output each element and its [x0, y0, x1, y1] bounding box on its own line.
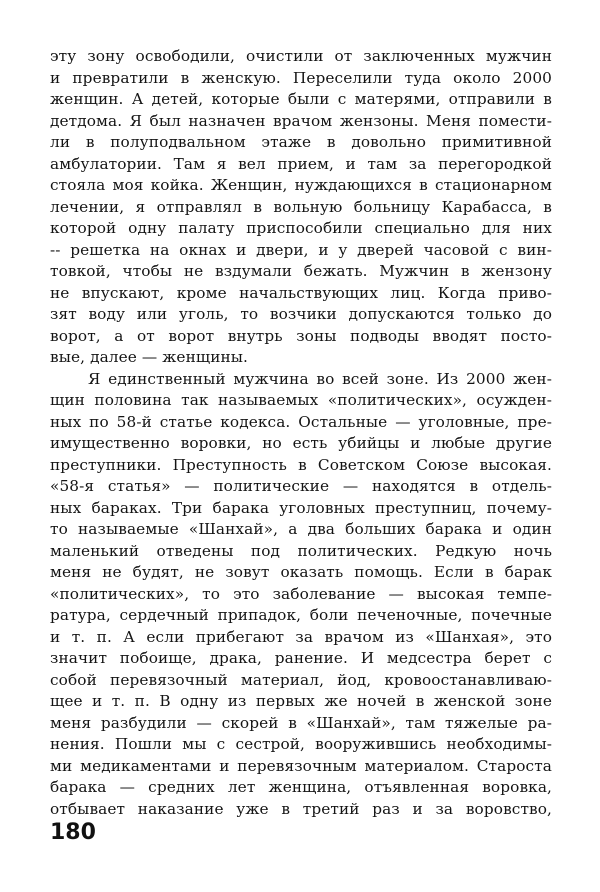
- text-line: «58-я статья» — политические — находятся в отдель-: [50, 477, 552, 495]
- text-line: стояла моя койка. Женщин, нуждающихся в стационарном: [50, 176, 552, 194]
- text-line: амбулатории. Там я вел прием, и там за перегородкой: [50, 154, 552, 173]
- text-line: меня не будят, не зовут оказать помощь. Если в барак: [50, 563, 552, 581]
- text-line: женщин. А детей, которые были с матерями, отправили в: [50, 90, 552, 108]
- text-line: эту зону освободили, очистили от заключенных мужчин: [50, 47, 552, 65]
- paragraph-2: [50, 369, 552, 821]
- body-text: [50, 46, 552, 820]
- text-line: ных бараках. Три барака уголовных преступниц, почему-: [50, 498, 552, 517]
- text-line: и т. п. А если прибегают за врачом из «Шанхая», это: [50, 627, 552, 646]
- text-line: маленький отведены под политических. Редкую ночь: [50, 541, 552, 560]
- text-line: собой перевязочный материал, йод, кровоостанавливаю-: [50, 670, 552, 689]
- text-line: вые, далее — женщины.: [50, 348, 249, 366]
- text-line: то называемые «Шанхай», а два больших барака и один: [50, 520, 552, 538]
- paragraph-1: [50, 46, 552, 369]
- text-line: ли в полуподвальном этаже в довольно примитивной: [50, 133, 552, 151]
- text-line: детдома. Я был назначен врачом жензоны. Меня помести-: [50, 111, 552, 130]
- text-line: преступники. Преступность в Советском Союзе высокая.: [50, 455, 552, 474]
- text-line: щее и т. п. В одну из первых же ночей в женской зоне: [50, 692, 552, 710]
- text-line: ратура, сердечный припадок, боли печеночные, почечные: [50, 606, 552, 624]
- text-line: ных по 58-й статье кодекса. Остальные — уголовные, пре-: [50, 412, 552, 431]
- page-number: 180: [50, 820, 96, 845]
- text-line: «политических», то это заболевание — высокая темпе-: [50, 584, 552, 603]
- text-line: Я единственный мужчина во всей зоне. Из 2000 жен-: [88, 369, 552, 388]
- text-line: лечении, я отправлял в вольную больницу Карабасса, в: [50, 197, 552, 216]
- text-line: барака — средних лет женщина, отъявленная воровка,: [50, 778, 552, 796]
- text-line: отбывает наказание уже в третий раз и за воровство,: [50, 799, 552, 818]
- text-line: ми медикаментами и перевязочным материалом. Староста: [50, 756, 552, 775]
- text-line: -- решетка на окнах и двери, и у дверей часовой с вин-: [50, 240, 552, 259]
- text-line: зят воду или уголь, то возчики допускаются только до: [50, 305, 552, 323]
- text-line: щин половина так называемых «политических», осужден-: [50, 391, 552, 409]
- text-line: и превратили в женскую. Переселили туда около 2000: [50, 68, 552, 87]
- text-line: товкой, чтобы не вздумали бежать. Мужчин в жензону: [50, 262, 552, 280]
- text-line: не впускают, кроме начальствующих лиц. Когда приво-: [50, 283, 552, 302]
- text-line: нения. Пошли мы с сестрой, вооружившись необходимы-: [50, 735, 552, 753]
- text-line: имущественно воровки, но есть убийцы и любые другие: [50, 434, 552, 452]
- text-line: которой одну палату приспособили специально для них: [50, 219, 552, 237]
- text-line: значит побоище, драка, ранение. И медсестра берет с: [50, 649, 552, 667]
- text-line: меня разбудили — скорей в «Шанхай», там тяжелые ра-: [50, 713, 552, 732]
- text-line: ворот, а от ворот внутрь зоны подводы вводят посто-: [50, 326, 552, 345]
